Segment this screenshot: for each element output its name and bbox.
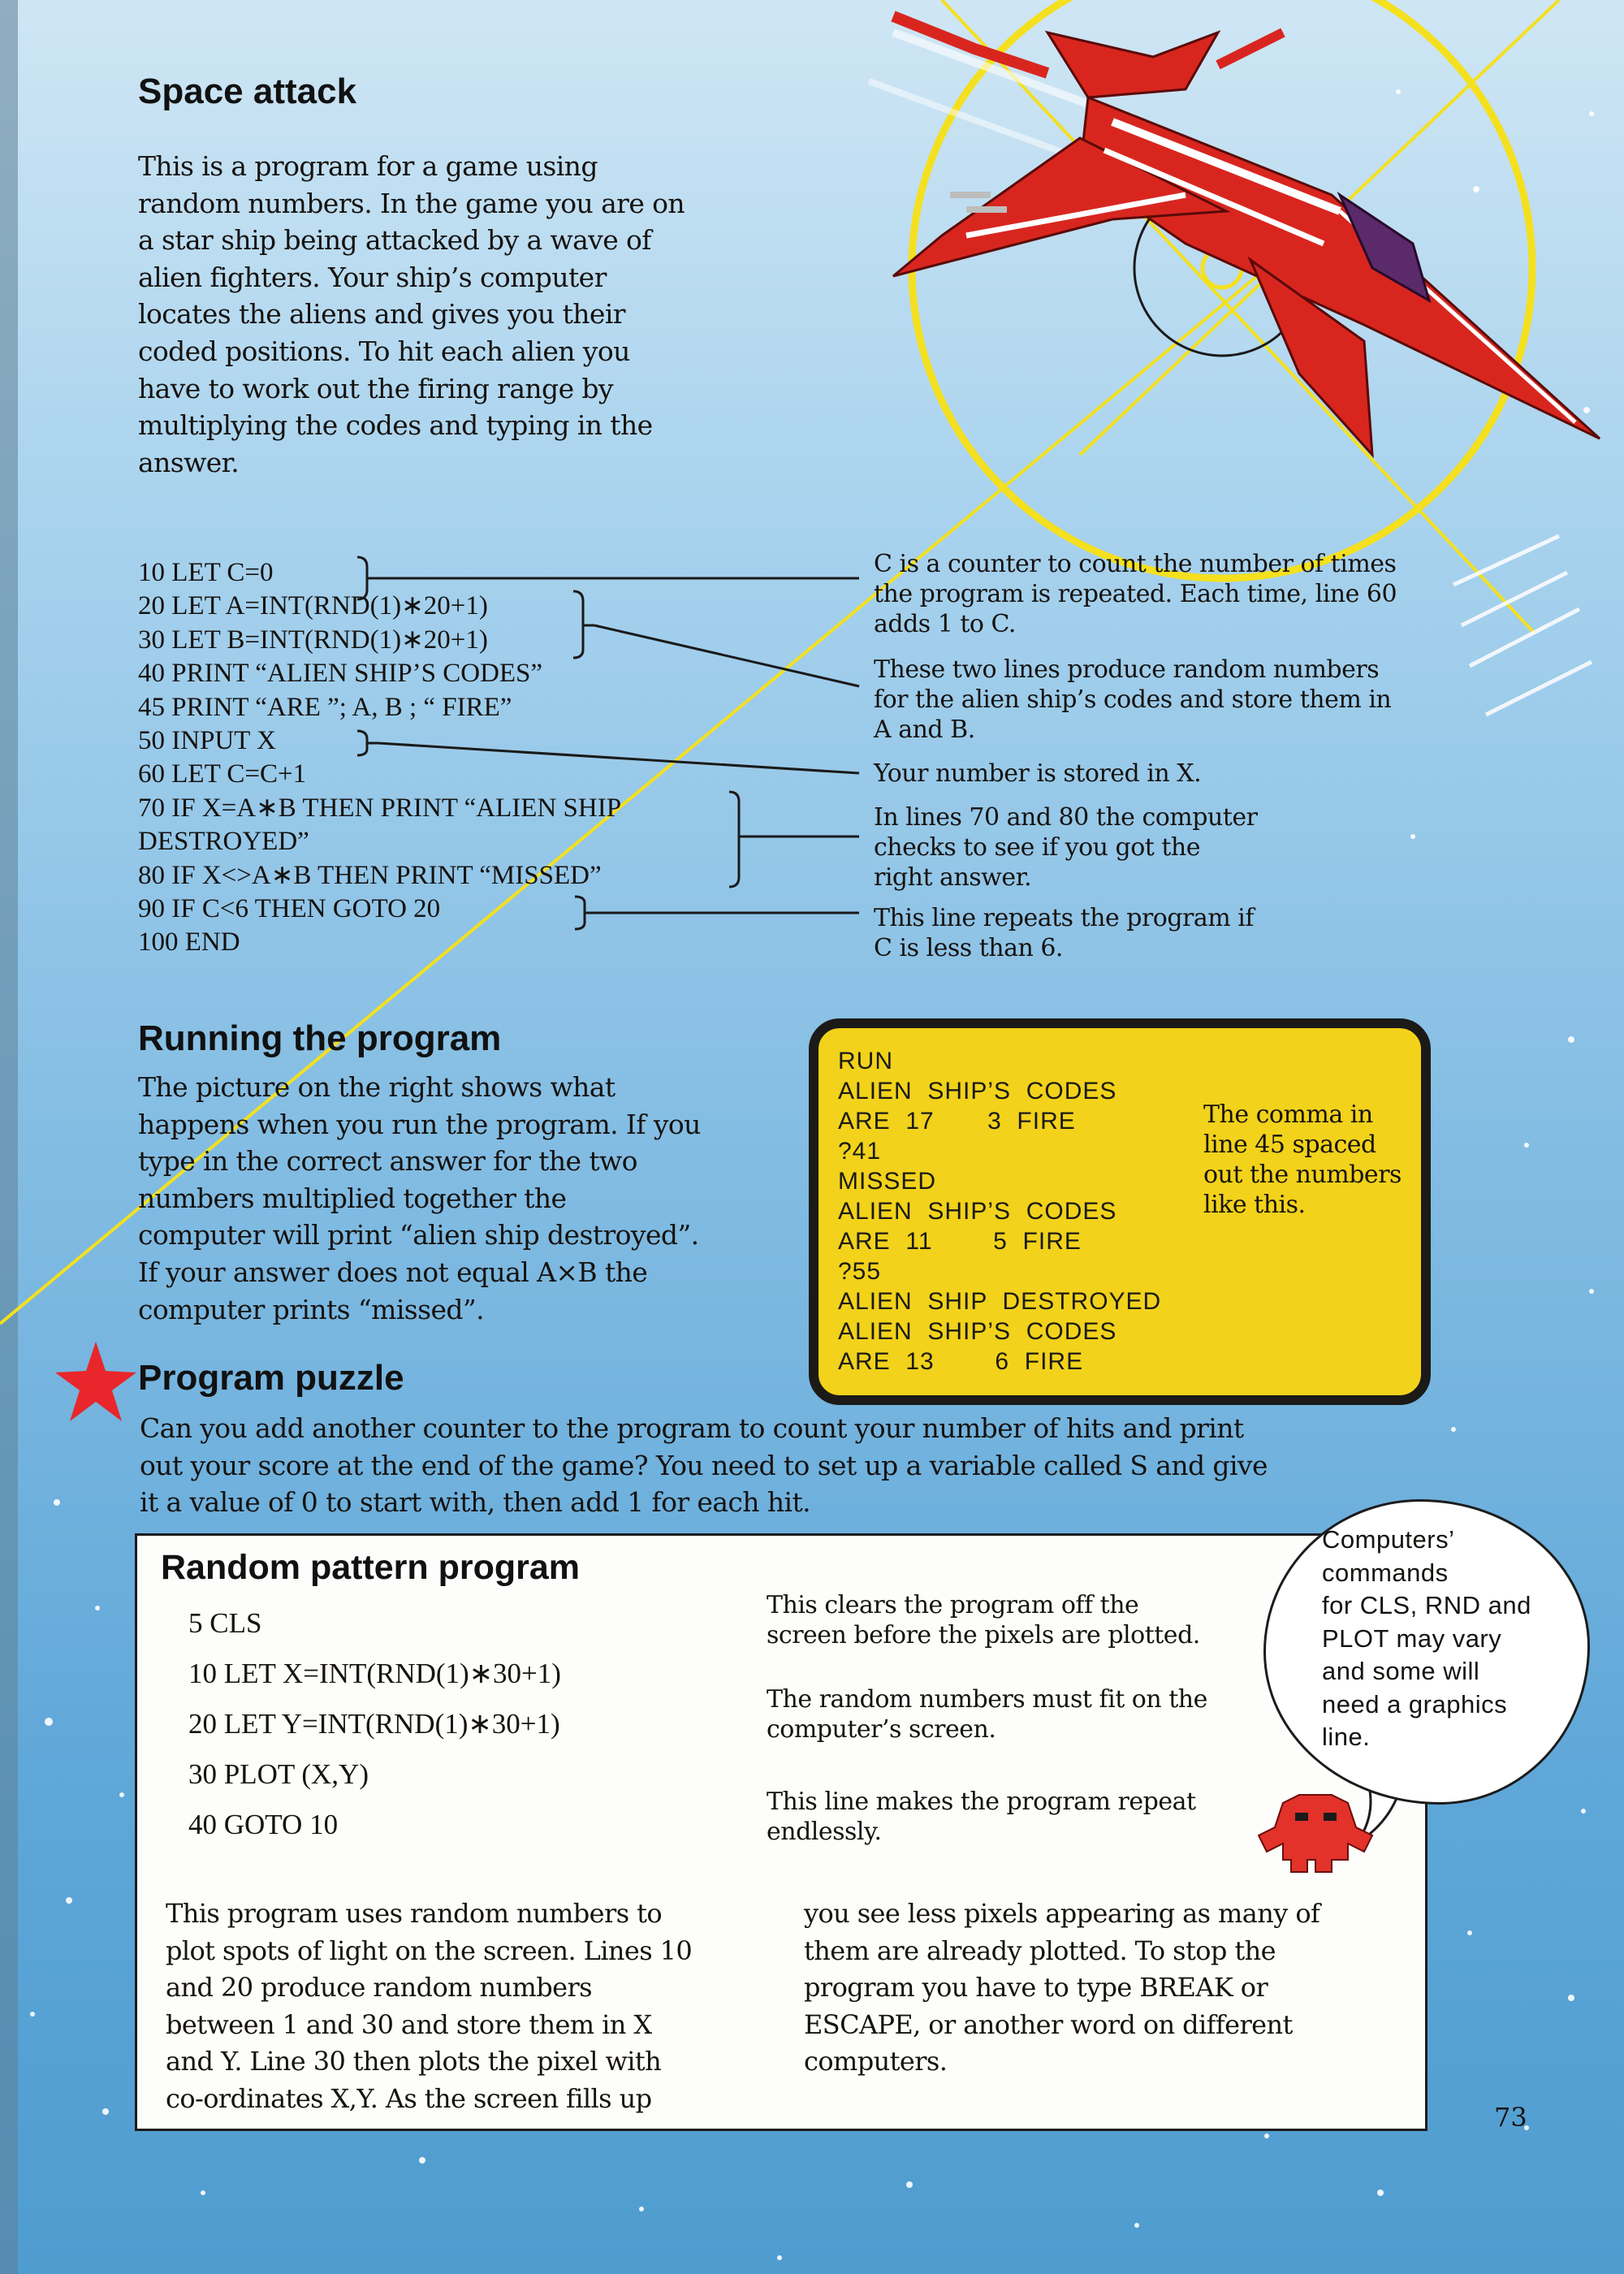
- bubble-line: and some will: [1322, 1657, 1480, 1685]
- annotation-line: C is a counter to count the number of times: [874, 550, 1397, 578]
- text-line: it a value of 0 to start with, then add 1 for each hit.: [140, 1486, 810, 1519]
- text-line: have to work out the firing range by: [138, 372, 613, 404]
- screen-line: ?55: [838, 1258, 882, 1285]
- annotation-repeat: [874, 903, 1254, 963]
- annotation-line: for the alien ship’s codes and store them in: [874, 685, 1392, 714]
- screen-line: ARE 13 6 FIRE: [838, 1348, 1084, 1375]
- annotation-repeat-endless: [767, 1787, 1196, 1847]
- screen-line: ALIEN SHIP’S CODES: [838, 1078, 1117, 1105]
- annotation-line: Your number is stored in X.: [874, 759, 1202, 788]
- text-line: If your answer does not equal A×B the: [138, 1256, 648, 1288]
- screen-line: ARE 11 5 FIRE: [838, 1228, 1082, 1255]
- code-line: 50 INPUT X: [138, 726, 276, 756]
- text-line: multiplying the codes and typing in the: [138, 409, 653, 442]
- random-pattern-text-col2: [804, 1896, 1405, 2081]
- text-line: The picture on the right shows what: [138, 1071, 615, 1103]
- annotation-counter: [874, 549, 1397, 639]
- annotation-line: The random numbers must fit on the: [767, 1685, 1207, 1714]
- annotation-line: screen before the pixels are plotted.: [767, 1621, 1200, 1649]
- screen-output-text: [838, 1046, 1161, 1377]
- text-line: computers.: [804, 2046, 948, 2077]
- annotation-line: C is less than 6.: [874, 934, 1063, 962]
- annotation-line: This line makes the program repeat: [767, 1788, 1196, 1816]
- text-line: type in the correct answer for the two: [138, 1145, 637, 1178]
- screen-line: ALIEN SHIP DESTROYED: [838, 1288, 1162, 1315]
- speech-bubble-text: [1322, 1524, 1531, 1754]
- text-line: and 20 produce random numbers: [166, 1972, 592, 2004]
- screen-line: RUN: [838, 1048, 893, 1074]
- text-line: plot spots of light on the screen. Lines 10: [166, 1935, 693, 1966]
- text-line: them are already plotted. To stop the: [804, 1935, 1276, 1966]
- code-line: 40 PRINT “ALIEN SHIP’S CODES”: [138, 659, 543, 689]
- bubble-line: PLOT may vary: [1322, 1623, 1502, 1653]
- annotation-line: In lines 70 and 80 the computer: [874, 803, 1258, 832]
- annotation-line: right answer.: [874, 863, 1032, 892]
- annotation-line: checks to see if you got the: [874, 833, 1200, 862]
- text-line: Can you add another counter to the program to count your number of hits and print: [140, 1412, 1244, 1444]
- random-pattern-code-listing: [188, 1598, 561, 1850]
- text-line: co-ordinates X,Y. As the screen fills up: [166, 2082, 652, 2114]
- annotation-line: The comma in: [1203, 1100, 1373, 1129]
- code-line: 20 LET Y=INT(RND(1)∗30+1): [188, 1708, 560, 1740]
- screen-line: MISSED: [838, 1168, 937, 1195]
- text-line: and Y. Line 30 then plots the pixel with: [166, 2046, 662, 2077]
- random-pattern-title: Random pattern program: [161, 1548, 581, 1587]
- annotation-line: computer’s screen.: [767, 1715, 996, 1744]
- code-line: 100 END: [138, 927, 240, 958]
- screen-line: ALIEN SHIP’S CODES: [838, 1318, 1117, 1345]
- text-line: This program uses random numbers to: [166, 1898, 663, 1929]
- code-line: 30 PLOT (X,Y): [188, 1758, 369, 1790]
- running-text: [138, 1069, 771, 1328]
- space-attack-title: Space attack: [138, 71, 357, 111]
- bubble-line: need a graphics: [1322, 1689, 1508, 1718]
- annotation-random-codes: [874, 655, 1391, 745]
- text-line: coded positions. To hit each alien you: [138, 335, 630, 367]
- text-line: alien fighters. Your ship’s computer: [138, 261, 607, 293]
- annotation-line: out the numbers: [1203, 1161, 1402, 1189]
- annotation-line: line 45 spaced: [1203, 1131, 1376, 1159]
- puzzle-title: Program puzzle: [138, 1358, 404, 1398]
- bubble-line: for CLS, RND and: [1322, 1591, 1531, 1619]
- text-line: computer will print “alien ship destroyed”.: [138, 1219, 699, 1252]
- code-line: 60 LET C=C+1: [138, 759, 307, 789]
- code-line: 70 IF X=A∗B THEN PRINT “ALIEN SHIP: [138, 793, 622, 823]
- annotation-line: This line repeats the program if: [874, 904, 1254, 932]
- computer-screen-output: [809, 1018, 1431, 1405]
- annotation-line: A and B.: [874, 715, 975, 744]
- bubble-line: commands: [1322, 1558, 1449, 1587]
- code-line: 90 IF C<6 THEN GOTO 20: [138, 894, 441, 924]
- alien-invader-icon: [1250, 1779, 1380, 1884]
- screen-line: ?41: [838, 1138, 882, 1165]
- annotation-line: endlessly.: [767, 1818, 882, 1846]
- annotation-input: [874, 759, 1201, 789]
- annotation-line: These two lines produce random numbers: [874, 655, 1380, 684]
- text-line: out your score at the end of the game? You need to set up a variable called S and give: [140, 1449, 1268, 1481]
- text-line: a star ship being attacked by a wave of: [138, 224, 651, 257]
- text-line: answer.: [138, 446, 240, 478]
- text-line: computer prints “missed”.: [138, 1293, 485, 1325]
- running-title: Running the program: [138, 1018, 502, 1058]
- code-line: DESTROYED”: [138, 827, 309, 857]
- random-pattern-text-col1: [166, 1896, 767, 2118]
- text-line: ESCAPE, or another word on different: [804, 2008, 1293, 2040]
- code-line: 45 PRINT “ARE ”; A, B ; “ FIRE”: [138, 692, 512, 722]
- puzzle-text: [140, 1410, 1406, 1521]
- text-line: locates the aliens and gives you their: [138, 298, 625, 331]
- annotation-cls: [767, 1590, 1200, 1650]
- code-line: 30 LET B=INT(RND(1)∗20+1): [138, 625, 488, 655]
- text-line: you see less pixels appearing as many of: [804, 1898, 1320, 1929]
- text-line: program you have to type BREAK or: [804, 1972, 1268, 2004]
- annotation-random-fit: [767, 1684, 1207, 1744]
- text-line: numbers multiplied together the: [138, 1182, 567, 1214]
- bubble-line: line.: [1322, 1723, 1371, 1751]
- code-line: 40 GOTO 10: [188, 1809, 339, 1840]
- annotation-check-answer: [874, 802, 1257, 893]
- annotation-line: the program is repeated. Each time, line 60: [874, 580, 1397, 608]
- text-line: random numbers. In the game you are on: [138, 187, 685, 219]
- red-star-icon: [52, 1340, 140, 1424]
- code-line: 5 CLS: [188, 1607, 262, 1639]
- screen-line: ALIEN SHIP’S CODES: [838, 1198, 1117, 1225]
- screen-side-note: [1203, 1100, 1402, 1220]
- code-line: 80 IF X<>A∗B THEN PRINT “MISSED”: [138, 860, 602, 890]
- annotation-line: adds 1 to C.: [874, 610, 1016, 638]
- code-line: 10 LET C=0: [138, 558, 274, 587]
- page-number: 73: [1494, 2102, 1527, 2133]
- text-line: happens when you run the program. If you: [138, 1108, 701, 1140]
- screen-line: ARE 17 3 FIRE: [838, 1108, 1076, 1135]
- code-line: 20 LET A=INT(RND(1)∗20+1): [138, 591, 488, 621]
- text-line: This is a program for a game using: [138, 150, 598, 182]
- code-line: 10 LET X=INT(RND(1)∗30+1): [188, 1658, 561, 1689]
- bubble-line: Computers’: [1322, 1525, 1455, 1554]
- text-line: between 1 and 30 and store them in X: [166, 2008, 652, 2040]
- annotation-line: This clears the program off the: [767, 1591, 1139, 1619]
- annotation-line: like this.: [1203, 1191, 1306, 1219]
